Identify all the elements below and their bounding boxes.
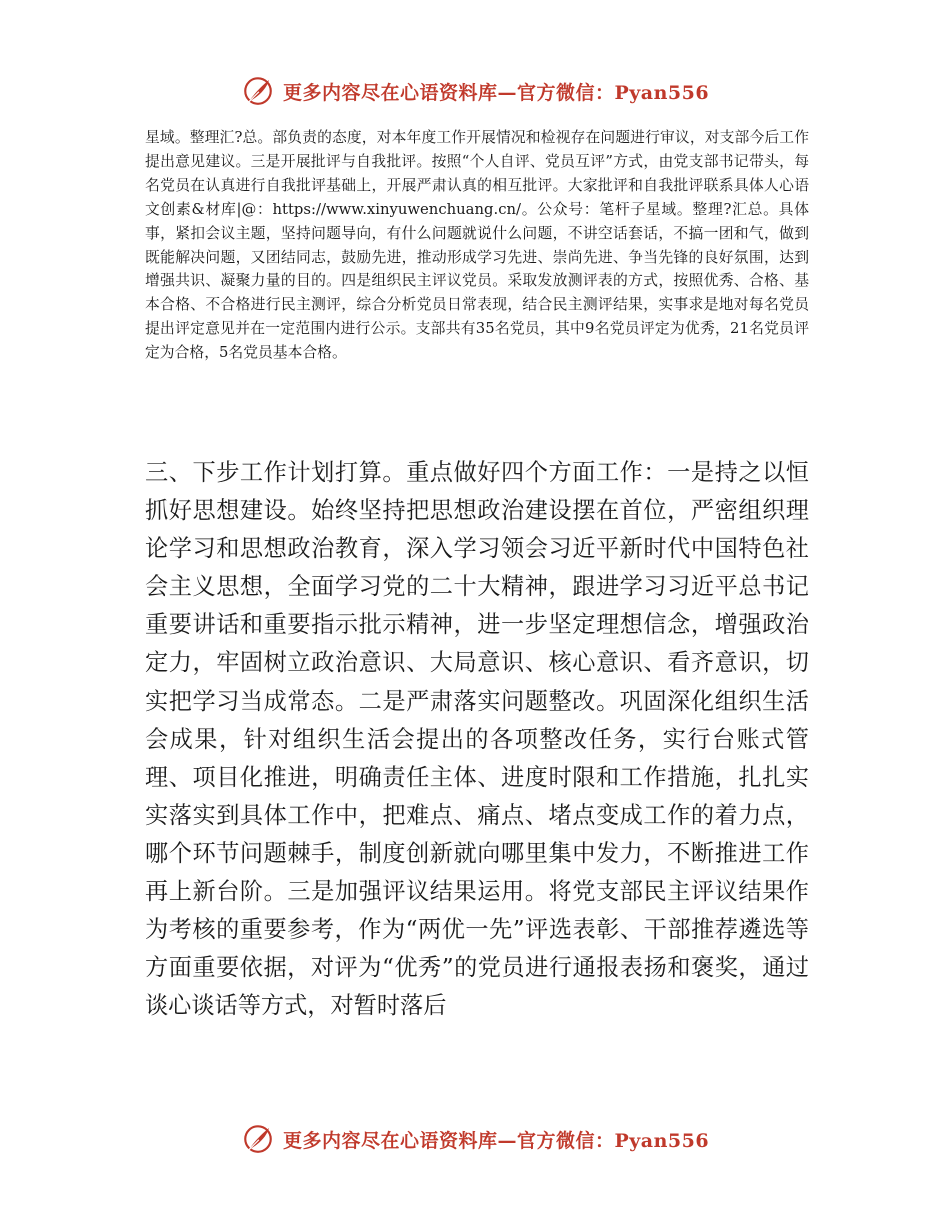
body-paragraph-small: 星域。整理汇?总。部负责的态度，对本年度工作开展情况和检视存在问题进行审议，对支部今后工作提出意见建议。三是开展批评与自我批评。按照“个人自评、党员互评”方式，由党支部书记带头，每名党员在认真进行自我批评基础上，开展严肃认真的相互批评。大家批评和自我批评联系具体人心语文创素&材库|@：https://www.xinyuwenchuang.cn/。公众号：笔杆子星域。整理?汇总。具体事，紧扣会议主题，坚持问题导向，有什么问题就说什么问题，不讲空话套话，不搞一团和气，做到既能解决问题，又团结同志，鼓励先进，推动形成学习先进、崇尚先进、争当先锋的良好氛围，达到增强共识、凝聚力量的目的。四是组织民主评议党员。采取发放测评表的方式，按照优秀、合格、基本合格、不合格进行民主测评，综合分析党员日常表现，结合民主测评结果，实事求是地对每名党员提出评定意见并在一定范围内进行公示。支部共有35名党员，其中9名党员评定为优秀，21名党员评定为合格，5名党员基本合格。 — [145, 129, 809, 362]
quill-pen-icon — [241, 74, 275, 108]
footer-banner — [0, 1122, 950, 1156]
header-banner-text: 更多内容尽在心语资料库—官方微信：Pyan556 — [282, 81, 710, 104]
body-paragraph-large: 三、下步工作计划打算。重点做好四个方面工作：一是持之以恒抓好思想建设。始终坚持把思想政治建设摆在首位，严密组织理论学习和思想政治教育，深入学习领会习近平新时代中国特色社会主义思想，全面学习党的二十大精神，跟进学习习近平总书记重要讲话和重要指示批示精神，进一步坚定理想信念，增强政治定力，牢固树立政治意识、大局意识、核心意识、看齐意识，切实把学习当成常态。二是严肃落实问题整改。巩固深化组织生活会成果，针对组织生活会提出的各项整改任务，实行台账式管理、项目化推进，明确责任主体、进度时限和工作措施，扎扎实实落实到具体工作中，把难点、痛点、堵点变成工作的着力点，哪个环节问题棘手，制度创新就向哪里集中发力，不断推进工作再上新台阶。三是加强评议结果运用。将党支部民主评议结果作为考核的重要参考，作为“两优一先”评选表彰、干部推荐遴选等方面重要依据，对评为“优秀”的党员进行通报表扬和褒奖，通过谈心谈话等方式，对暂时落后 — [145, 459, 809, 1020]
footer-banner-text: 更多内容尽在心语资料库—官方微信：Pyan556 — [282, 1129, 710, 1152]
header-banner — [0, 74, 950, 108]
quill-pen-icon — [241, 1122, 275, 1156]
